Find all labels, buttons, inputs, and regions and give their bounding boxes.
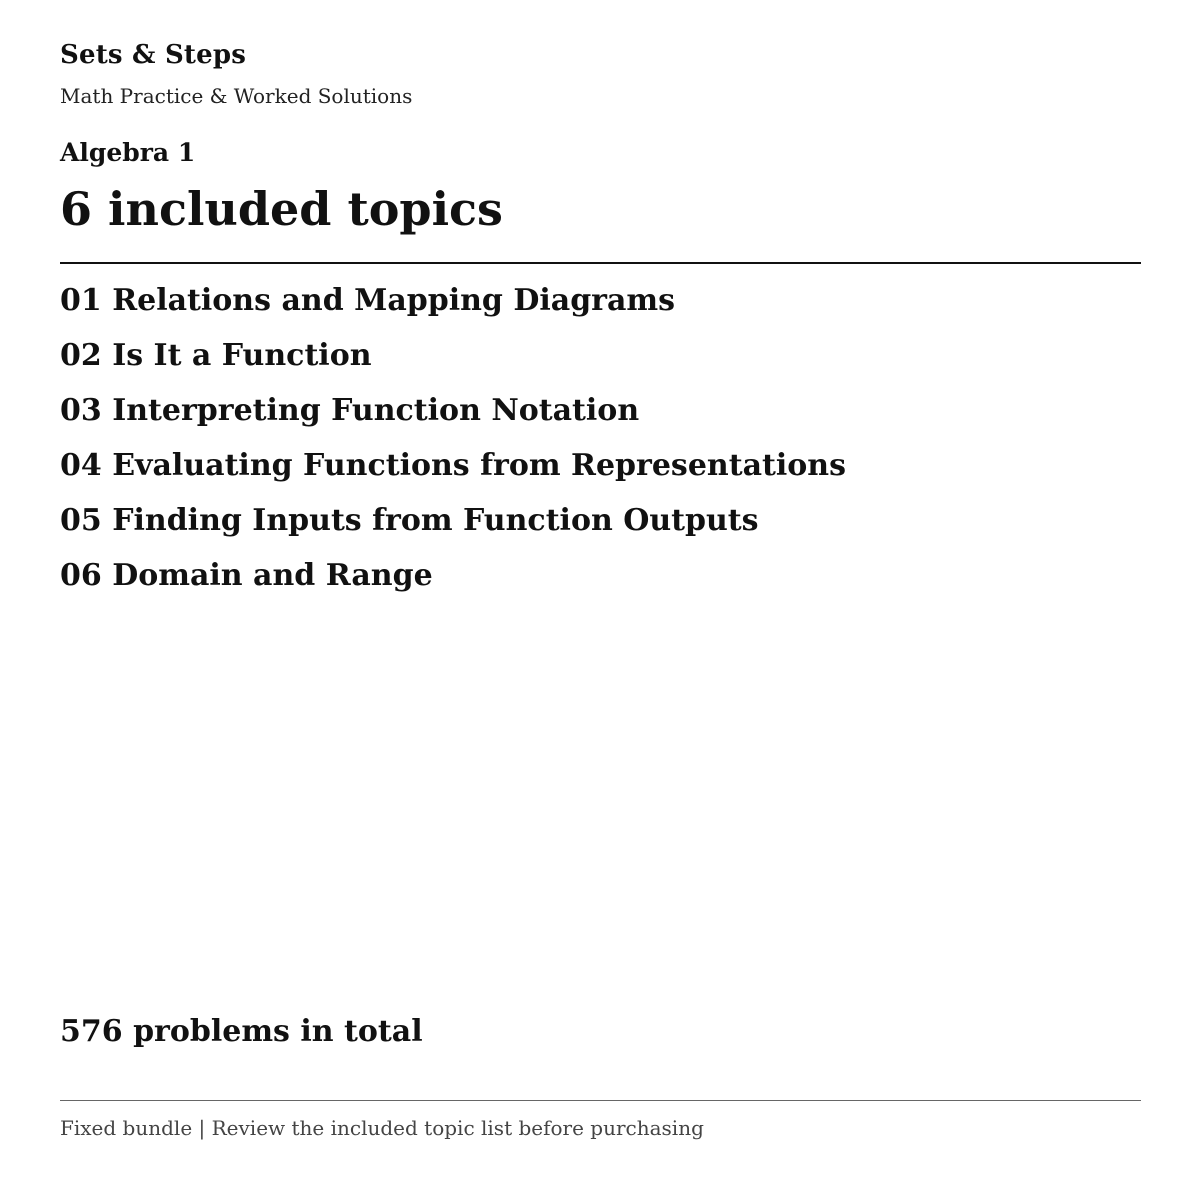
topic-item-02: 02 Is It a Function	[60, 338, 372, 373]
page-title: 6 included topics	[60, 182, 503, 236]
topic-item-05: 05 Finding Inputs from Function Outputs	[60, 503, 759, 538]
course-title: Algebra 1	[60, 138, 196, 167]
brand-name: Sets & Steps	[60, 40, 247, 70]
brand-tagline: Math Practice & Worked Solutions	[60, 84, 413, 108]
header-divider	[60, 262, 1141, 264]
topic-item-06: 06 Domain and Range	[60, 558, 433, 593]
footer-divider	[60, 1100, 1141, 1101]
topic-item-01: 01 Relations and Mapping Diagrams	[60, 283, 676, 318]
topic-item-03: 03 Interpreting Function Notation	[60, 393, 640, 428]
topic-list	[60, 280, 846, 610]
page	[60, 0, 1141, 1200]
problem-total: 576 problems in total	[60, 1014, 423, 1049]
topic-item-04: 04 Evaluating Functions from Representations	[60, 448, 846, 483]
footer-note: Fixed bundle | Review the included topic list before purchasing	[60, 1116, 704, 1140]
